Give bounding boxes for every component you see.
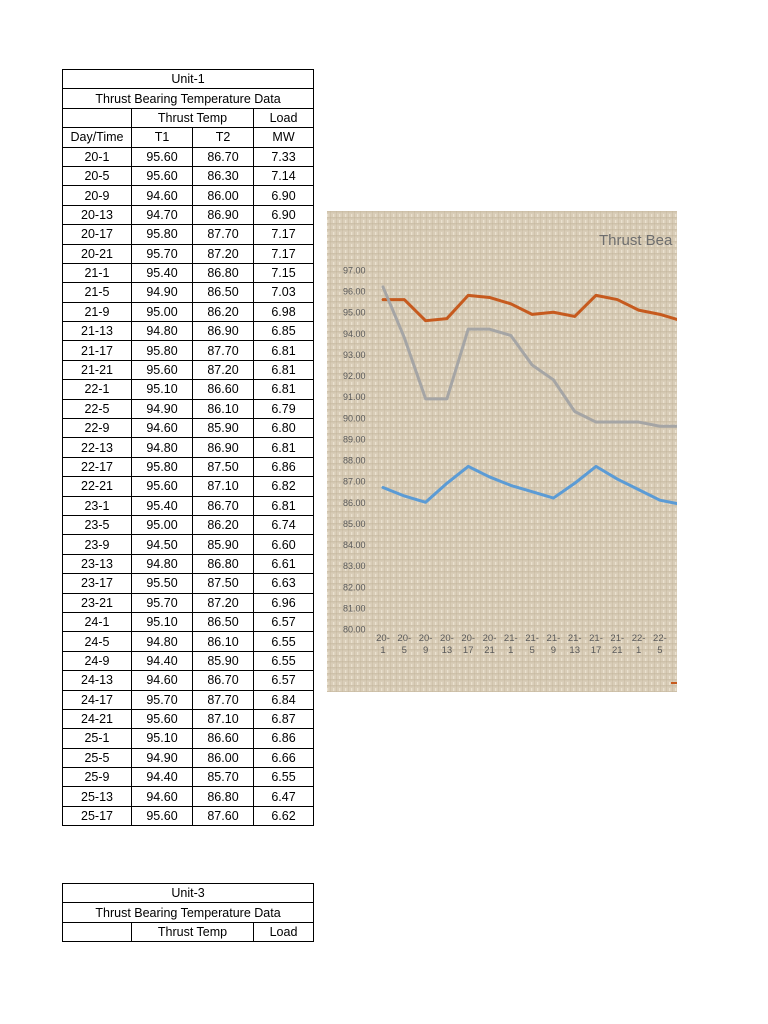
- mw-cell: 6.82: [254, 477, 314, 496]
- t2-cell: 86.70: [193, 496, 254, 515]
- y-tick-label: 83.00: [343, 561, 366, 572]
- y-tick-label: 96.00: [343, 286, 366, 297]
- table-row: [63, 554, 314, 573]
- t2-cell: 86.70: [193, 671, 254, 690]
- t2-cell: 87.20: [193, 244, 254, 263]
- col-header-daytime: Day/Time: [63, 128, 132, 147]
- table-row: [63, 593, 314, 612]
- mw-cell: 6.87: [254, 709, 314, 728]
- table-row: [63, 690, 314, 709]
- x-tick-label: 21-: [589, 633, 603, 644]
- thrust-bearing-chart: [327, 211, 677, 692]
- legend-marker: [671, 682, 677, 684]
- table-row: [63, 360, 314, 379]
- x-tick-label: 13: [569, 645, 580, 656]
- table-row: [63, 283, 314, 302]
- t2-cell: 86.50: [193, 283, 254, 302]
- table-row: [63, 709, 314, 728]
- daytime-cell: 24-1: [63, 612, 132, 631]
- mw-cell: 6.55: [254, 632, 314, 651]
- unit1-thrust-temp-header: Thrust Temp: [132, 108, 254, 127]
- x-tick-label: 21-: [610, 633, 625, 644]
- table-row: [63, 302, 314, 321]
- t2-cell: 87.70: [193, 225, 254, 244]
- table-row: [63, 768, 314, 787]
- t1-cell: 95.70: [132, 690, 193, 709]
- daytime-cell: 22-21: [63, 477, 132, 496]
- mw-cell: 6.55: [254, 651, 314, 670]
- t2-cell: 86.50: [193, 612, 254, 631]
- y-tick-label: 80.00: [343, 624, 366, 635]
- unit3-load-header: Load: [254, 922, 314, 941]
- unit1-subtitle: Thrust Bearing Temperature Data: [63, 89, 314, 108]
- daytime-cell: 22-9: [63, 419, 132, 438]
- t2-cell: 85.90: [193, 651, 254, 670]
- t1-cell: 94.60: [132, 671, 193, 690]
- unit1-title: Unit-1: [63, 70, 314, 89]
- t1-cell: 95.10: [132, 729, 193, 748]
- unit3-table: [62, 883, 314, 942]
- x-tick-label: 17: [462, 645, 474, 656]
- t2-cell: 87.50: [193, 457, 254, 476]
- t1-cell: 94.80: [132, 554, 193, 573]
- daytime-cell: 22-17: [63, 457, 132, 476]
- x-tick-label: 20-: [482, 633, 497, 644]
- table-row: [63, 322, 314, 341]
- t2-cell: 86.00: [193, 748, 254, 767]
- daytime-cell: 22-1: [63, 380, 132, 399]
- daytime-cell: 24-9: [63, 651, 132, 670]
- x-tick-label: 20-: [440, 633, 454, 644]
- x-tick-label: 5: [401, 645, 407, 656]
- y-tick-label: 91.00: [343, 392, 366, 403]
- t1-cell: 94.40: [132, 651, 193, 670]
- daytime-cell: 23-1: [63, 496, 132, 515]
- t1-cell: 94.40: [132, 768, 193, 787]
- t1-cell: 95.00: [132, 302, 193, 321]
- daytime-cell: 22-13: [63, 438, 132, 457]
- daytime-cell: 23-9: [63, 535, 132, 554]
- t1-cell: 95.80: [132, 457, 193, 476]
- daytime-cell: 20-5: [63, 166, 132, 185]
- table-row: [63, 651, 314, 670]
- mw-cell: 6.81: [254, 380, 314, 399]
- unit1-table: [62, 69, 314, 826]
- y-tick-label: 97.00: [343, 265, 366, 276]
- x-tick-label: 21: [484, 645, 495, 656]
- x-tick-label: 5: [529, 645, 535, 656]
- t1-cell: 94.90: [132, 399, 193, 418]
- table-row: [63, 574, 314, 593]
- mw-cell: 6.74: [254, 515, 314, 534]
- table-row: [63, 147, 314, 166]
- t2-cell: 86.90: [193, 438, 254, 457]
- t2-cell: 86.90: [193, 322, 254, 341]
- daytime-cell: 25-17: [63, 806, 132, 825]
- daytime-cell: 21-5: [63, 283, 132, 302]
- x-tick-label: 21-: [546, 633, 561, 644]
- y-tick-label: 88.00: [343, 455, 366, 466]
- col-header-t1: T1: [132, 128, 193, 147]
- mw-cell: 7.17: [254, 244, 314, 263]
- table-row: [63, 380, 314, 399]
- col-header-t2: T2: [193, 128, 254, 147]
- t2-cell: 87.60: [193, 806, 254, 825]
- daytime-cell: 21-17: [63, 341, 132, 360]
- t1-cell: 95.60: [132, 709, 193, 728]
- t1-cell: 94.80: [132, 438, 193, 457]
- x-tick-label: 21-: [567, 633, 582, 644]
- daytime-cell: 23-21: [63, 593, 132, 612]
- t2-cell: 87.50: [193, 574, 254, 593]
- mw-cell: 7.17: [254, 225, 314, 244]
- mw-cell: 6.81: [254, 341, 314, 360]
- x-tick-label: 22-: [653, 633, 667, 644]
- t1-cell: 95.70: [132, 244, 193, 263]
- table-row: [63, 806, 314, 825]
- t2-cell: 86.80: [193, 787, 254, 806]
- t1-cell: 95.50: [132, 574, 193, 593]
- table-row: [63, 438, 314, 457]
- daytime-cell: 25-1: [63, 729, 132, 748]
- table-row: [63, 535, 314, 554]
- x-tick-label: 21: [612, 645, 623, 656]
- t2-cell: 87.70: [193, 690, 254, 709]
- mw-cell: 6.57: [254, 612, 314, 631]
- t1-cell: 95.10: [132, 612, 193, 631]
- t2-cell: 86.30: [193, 166, 254, 185]
- daytime-cell: 24-5: [63, 632, 132, 651]
- x-tick-label: 20-: [376, 633, 390, 644]
- daytime-cell: 20-1: [63, 147, 132, 166]
- t2-cell: 86.80: [193, 554, 254, 573]
- y-tick-label: 92.00: [343, 371, 366, 382]
- x-tick-label: 1: [635, 645, 642, 656]
- mw-cell: 6.66: [254, 748, 314, 767]
- t1-cell: 94.60: [132, 186, 193, 205]
- y-tick-label: 81.00: [343, 603, 366, 614]
- table-row: [63, 186, 314, 205]
- mw-cell: 6.90: [254, 186, 314, 205]
- daytime-cell: 20-13: [63, 205, 132, 224]
- table-row: [63, 632, 314, 651]
- t2-cell: 86.80: [193, 263, 254, 282]
- daytime-cell: 20-21: [63, 244, 132, 263]
- t1-cell: 94.60: [132, 419, 193, 438]
- t1-cell: 94.70: [132, 205, 193, 224]
- table-row: [63, 729, 314, 748]
- y-tick-label: 94.00: [343, 328, 366, 339]
- mw-cell: 7.14: [254, 166, 314, 185]
- x-tick-label: 1: [508, 645, 514, 656]
- mw-cell: 6.55: [254, 768, 314, 787]
- mw-cell: 6.81: [254, 360, 314, 379]
- mw-cell: 6.98: [254, 302, 314, 321]
- daytime-cell: 21-1: [63, 263, 132, 282]
- mw-cell: 6.57: [254, 671, 314, 690]
- mw-cell: 6.86: [254, 729, 314, 748]
- table-row: [63, 341, 314, 360]
- t2-cell: 86.90: [193, 205, 254, 224]
- t1-cell: 95.80: [132, 225, 193, 244]
- t2-cell: 85.90: [193, 535, 254, 554]
- t2-cell: 86.10: [193, 632, 254, 651]
- y-tick-label: 82.00: [343, 582, 366, 593]
- x-tick-label: 17: [590, 645, 602, 656]
- daytime-cell: 24-13: [63, 671, 132, 690]
- unit3-blank-cell: [63, 922, 132, 941]
- y-tick-label: 86.00: [343, 497, 366, 508]
- daytime-cell: 24-21: [63, 709, 132, 728]
- t1-cell: 95.60: [132, 360, 193, 379]
- t2-cell: 85.70: [193, 768, 254, 787]
- t1-cell: 95.40: [132, 263, 193, 282]
- t2-cell: 86.60: [193, 380, 254, 399]
- unit1-load-header: Load: [254, 108, 314, 127]
- daytime-cell: 21-21: [63, 360, 132, 379]
- table-row: [63, 612, 314, 631]
- mw-cell: 7.15: [254, 263, 314, 282]
- table-row: [63, 205, 314, 224]
- mw-cell: 6.47: [254, 787, 314, 806]
- daytime-cell: 22-5: [63, 399, 132, 418]
- t1-cell: 94.90: [132, 283, 193, 302]
- t2-cell: 87.10: [193, 709, 254, 728]
- table-row: [63, 244, 314, 263]
- mw-cell: 6.96: [254, 593, 314, 612]
- mw-cell: 6.84: [254, 690, 314, 709]
- t2-cell: 86.20: [193, 302, 254, 321]
- daytime-cell: 23-13: [63, 554, 132, 573]
- table-row: [63, 225, 314, 244]
- mw-cell: 6.80: [254, 419, 314, 438]
- mw-cell: 6.63: [254, 574, 314, 593]
- y-tick-label: 85.00: [343, 518, 366, 529]
- table-row: [63, 748, 314, 767]
- x-tick-label: 22-: [631, 633, 646, 644]
- x-tick-label: 9: [550, 645, 557, 656]
- t1-cell: 95.80: [132, 341, 193, 360]
- x-tick-label: 5: [657, 645, 663, 656]
- daytime-cell: 21-13: [63, 322, 132, 341]
- y-tick-label: 89.00: [343, 434, 366, 445]
- t1-cell: 94.90: [132, 748, 193, 767]
- mw-cell: 7.33: [254, 147, 314, 166]
- mw-cell: 6.62: [254, 806, 314, 825]
- mw-cell: 6.90: [254, 205, 314, 224]
- t1-cell: 95.00: [132, 515, 193, 534]
- mw-cell: 6.79: [254, 399, 314, 418]
- unit1-column-headers: [63, 128, 314, 147]
- y-tick-label: 84.00: [343, 540, 366, 551]
- y-tick-label: 87.00: [343, 476, 366, 487]
- mw-cell: 6.85: [254, 322, 314, 341]
- unit1-blank-cell: [63, 108, 132, 127]
- t2-cell: 86.00: [193, 186, 254, 205]
- t1-cell: 94.60: [132, 787, 193, 806]
- table-row: [63, 496, 314, 515]
- t1-cell: 95.10: [132, 380, 193, 399]
- mw-cell: 6.60: [254, 535, 314, 554]
- daytime-cell: 25-13: [63, 787, 132, 806]
- daytime-cell: 25-9: [63, 768, 132, 787]
- daytime-cell: 24-17: [63, 690, 132, 709]
- x-tick-label: 20-: [418, 633, 433, 644]
- daytime-cell: 21-9: [63, 302, 132, 321]
- chart-title: Thrust Bea: [599, 232, 673, 249]
- unit3-thrust-temp-header: Thrust Temp: [132, 922, 254, 941]
- t2-cell: 86.20: [193, 515, 254, 534]
- t2-cell: 87.70: [193, 341, 254, 360]
- table-row: [63, 477, 314, 496]
- table-row: [63, 457, 314, 476]
- y-tick-label: 93.00: [343, 349, 366, 360]
- table-row: [63, 419, 314, 438]
- t2-cell: 86.60: [193, 729, 254, 748]
- col-header-mw: MW: [254, 128, 314, 147]
- t2-cell: 87.10: [193, 477, 254, 496]
- mw-cell: 6.81: [254, 438, 314, 457]
- daytime-cell: 23-5: [63, 515, 132, 534]
- x-tick-label: 21-: [503, 633, 518, 644]
- t1-cell: 95.60: [132, 147, 193, 166]
- mw-cell: 6.81: [254, 496, 314, 515]
- x-tick-label: 20-: [461, 633, 476, 644]
- t1-cell: 95.60: [132, 806, 193, 825]
- y-tick-label: 90.00: [343, 413, 366, 424]
- t1-cell: 95.70: [132, 593, 193, 612]
- t1-cell: 95.60: [132, 477, 193, 496]
- x-tick-label: 20-: [397, 633, 412, 644]
- table-row: [63, 515, 314, 534]
- x-tick-label: 1: [380, 645, 386, 656]
- mw-cell: 6.86: [254, 457, 314, 476]
- daytime-cell: 20-9: [63, 186, 132, 205]
- mw-cell: 6.61: [254, 554, 314, 573]
- table-row: [63, 787, 314, 806]
- x-tick-label: 9: [422, 645, 429, 656]
- chart-background: [327, 211, 677, 692]
- t2-cell: 87.20: [193, 360, 254, 379]
- x-tick-label: 13: [441, 645, 453, 656]
- x-tick-label: 21-: [525, 633, 539, 644]
- daytime-cell: 23-17: [63, 574, 132, 593]
- t1-cell: 94.50: [132, 535, 193, 554]
- mw-cell: 7.03: [254, 283, 314, 302]
- t1-cell: 94.80: [132, 632, 193, 651]
- table-row: [63, 399, 314, 418]
- table-row: [63, 671, 314, 690]
- daytime-cell: 25-5: [63, 748, 132, 767]
- t1-cell: 95.60: [132, 166, 193, 185]
- t2-cell: 86.10: [193, 399, 254, 418]
- table-row: [63, 263, 314, 282]
- unit3-subtitle: Thrust Bearing Temperature Data: [63, 903, 314, 922]
- table-row: [63, 166, 314, 185]
- daytime-cell: 20-17: [63, 225, 132, 244]
- t1-cell: 95.40: [132, 496, 193, 515]
- t2-cell: 87.20: [193, 593, 254, 612]
- y-tick-label: 95.00: [343, 307, 366, 318]
- unit3-title: Unit-3: [63, 884, 314, 903]
- t1-cell: 94.80: [132, 322, 193, 341]
- t2-cell: 86.70: [193, 147, 254, 166]
- t2-cell: 85.90: [193, 419, 254, 438]
